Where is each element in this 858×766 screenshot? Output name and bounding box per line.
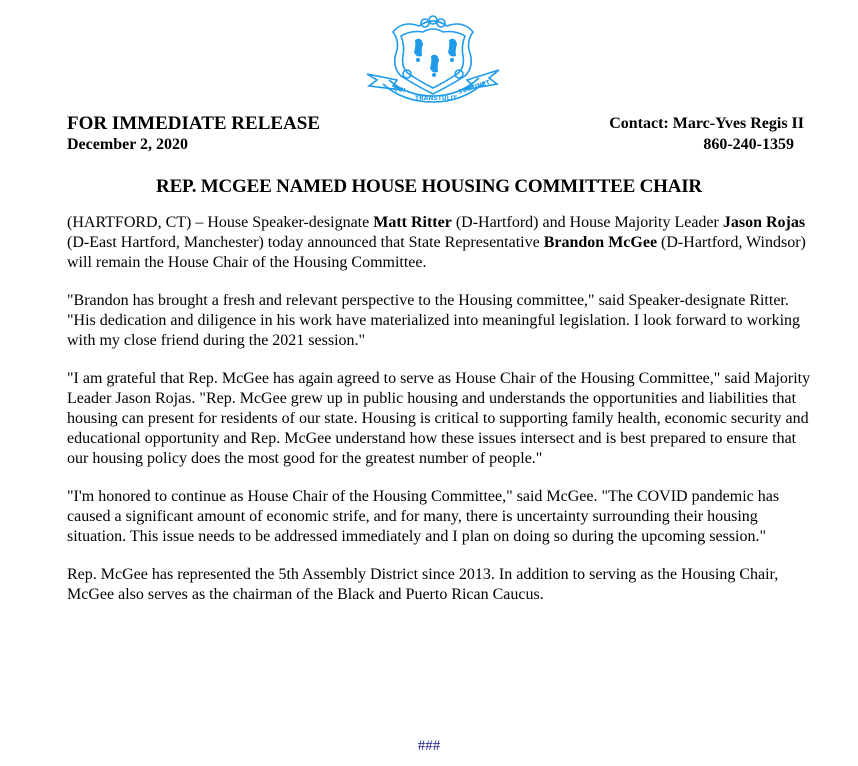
svg-text:SUSTINET: SUSTINET xyxy=(457,79,492,96)
seal-icon xyxy=(363,10,503,105)
paragraph-ritter-quote: "Brandon has brought a fresh and relevant perspective to the Housing committee," said Speaker-designate Ritter. "His dedication and diligence in his work have materialized into meaningful legislation. I look forward to working with my close friend during the 2021 session." xyxy=(67,292,801,349)
name-jason-rojas: Jason Rojas xyxy=(722,214,806,231)
press-release-body xyxy=(67,213,812,623)
contact-name: Contact: Marc-Yves Regis II xyxy=(609,115,804,132)
paragraph-rojas-quote: "I am grateful that Rep. McGee has again agreed to serve as House Chair of the Housing Committee," said Majority Leader Jason Rojas. "Rep. McGee grew up in public housing and understands the opportunities and liabilities that housing can present for residents of our state. Housing is critical to supporting family health, economic security and educational opportunity and Rep. McGee understand how these issues intersect and is best prepared to ensure that our housing policy does the most good for the greatest number of people." xyxy=(67,370,811,467)
intro-text: (D-East Hartford, Manchester) today announced that State Representative xyxy=(67,234,544,251)
svg-text:QUI: QUI xyxy=(392,85,406,95)
name-matt-ritter: Matt Ritter xyxy=(373,214,452,231)
contact-phone: 860-240-1359 xyxy=(703,136,794,153)
paragraph-background: Rep. McGee has represented the 5th Assembly District since 2013. In addition to serving as the Housing Chair, McGee also serves as the chairman of the Black and Puerto Rican Caucus. xyxy=(67,566,779,603)
connecticut-seal-logo xyxy=(363,10,503,105)
paragraph-intro xyxy=(67,213,812,273)
intro-text: (HARTFORD, CT) – House Speaker-designate xyxy=(67,214,374,231)
name-brandon-mcgee: Brandon McGee xyxy=(543,234,658,251)
release-date: December 2, 2020 xyxy=(67,136,188,153)
intro-text: (D-Hartford) and House Majority Leader xyxy=(451,214,723,231)
intro-text: (D-Hartford, Windsor) will remain the House Chair of the Housing Committee. xyxy=(67,234,806,271)
svg-text:TRANSTULIT: TRANSTULIT xyxy=(415,95,457,102)
contact-block xyxy=(609,113,804,155)
release-label: FOR IMMEDIATE RELEASE xyxy=(67,113,321,134)
end-mark: ### xyxy=(417,738,441,754)
release-header xyxy=(67,113,320,155)
press-release-title: REP. MCGEE NAMED HOUSE HOUSING COMMITTEE CHAIR xyxy=(156,176,702,197)
paragraph-mcgee-quote: "I'm honored to continue as House Chair of the Housing Committee," said McGee. "The COVID pandemic has caused a significant amount of economic strife, and for many, there is uncertainty surrounding their housing situation. This issue needs to be addressed immediately and I plan on doing so during the upcoming session." xyxy=(67,488,780,545)
